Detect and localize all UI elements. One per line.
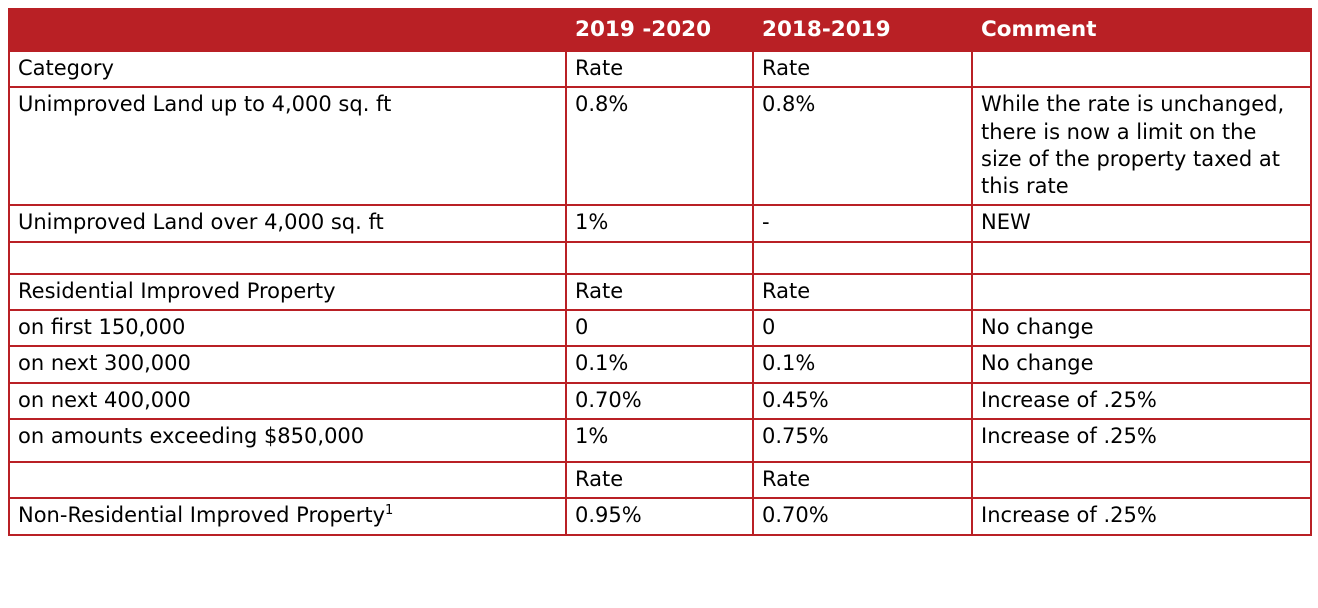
- table-row-rate-header: [9, 462, 1311, 498]
- cell-comment: Increase of .25%: [972, 419, 1311, 462]
- cell-rate-2018: Rate: [753, 274, 972, 310]
- cell-category: Unimproved Land over 4,000 sq. ft: [9, 205, 566, 241]
- cell-comment: NEW: [972, 205, 1311, 241]
- table-row: [9, 383, 1311, 419]
- cell-rate-2019: 0.70%: [566, 383, 753, 419]
- subheader-cell-comment: [972, 51, 1311, 87]
- cell-rate-2018: 0.45%: [753, 383, 972, 419]
- cell-comment: [972, 274, 1311, 310]
- cell-rate-2018: 0.75%: [753, 419, 972, 462]
- cell-rate-2019: 0.1%: [566, 346, 753, 382]
- cell-rate-2018: -: [753, 205, 972, 241]
- footnote-marker: 1: [385, 503, 394, 519]
- table-row: [9, 346, 1311, 382]
- cell-rate-2018: 0.70%: [753, 498, 972, 534]
- cell-category: [9, 498, 566, 534]
- table-row: [9, 87, 1311, 205]
- header-cell-2018-2019: 2018-2019: [753, 9, 972, 51]
- cell-rate-2019: 0.95%: [566, 498, 753, 534]
- table-subheader-row: [9, 51, 1311, 87]
- table-header-row: [9, 9, 1311, 51]
- cell-comment: [972, 462, 1311, 498]
- cell-rate-2018: Rate: [753, 462, 972, 498]
- header-cell-category: [9, 9, 566, 51]
- cell-category: Unimproved Land up to 4,000 sq. ft: [9, 87, 566, 205]
- header-cell-comment: Comment: [972, 9, 1311, 51]
- cell-rate-2019: 1%: [566, 419, 753, 462]
- table-row-section-header: [9, 274, 1311, 310]
- cell-category: on amounts exceeding $850,000: [9, 419, 566, 462]
- cell-comment: No change: [972, 310, 1311, 346]
- cell-rate-2018: 0: [753, 310, 972, 346]
- cell-comment-text: While the rate is unchanged, there is now a limit on the size of the property taxed at this rate: [981, 92, 1285, 199]
- cell-category-text: Non-Residential Improved Property: [18, 503, 386, 528]
- cell-rate-2019: Rate: [566, 462, 753, 498]
- table-row: [9, 205, 1311, 241]
- cell-category: Residential Improved Property: [9, 274, 566, 310]
- cell-rate-2018: 0.8%: [753, 87, 972, 205]
- cell-rate-2019: [566, 242, 753, 274]
- cell-rate-2018: 0.1%: [753, 346, 972, 382]
- subheader-cell-rate-2019: Rate: [566, 51, 753, 87]
- cell-rate-2018: [753, 242, 972, 274]
- cell-rate-2019: 0.8%: [566, 87, 753, 205]
- subheader-cell-rate-2018: Rate: [753, 51, 972, 87]
- cell-category: on first 150,000: [9, 310, 566, 346]
- cell-category: [9, 462, 566, 498]
- cell-category: on next 400,000: [9, 383, 566, 419]
- subheader-cell-category: Category: [9, 51, 566, 87]
- table-row: [9, 310, 1311, 346]
- cell-category: on next 300,000: [9, 346, 566, 382]
- cell-rate-2019: Rate: [566, 274, 753, 310]
- cell-comment: [972, 87, 1311, 205]
- cell-comment: [972, 242, 1311, 274]
- table-row-spacer: [9, 242, 1311, 274]
- header-cell-2019-2020: 2019 -2020: [566, 9, 753, 51]
- cell-comment: Increase of .25%: [972, 498, 1311, 534]
- property-tax-rates-table: [8, 8, 1312, 536]
- cell-category: [9, 242, 566, 274]
- cell-rate-2019: 1%: [566, 205, 753, 241]
- cell-rate-2019: 0: [566, 310, 753, 346]
- cell-comment: Increase of .25%: [972, 383, 1311, 419]
- cell-comment: No change: [972, 346, 1311, 382]
- table-row: [9, 419, 1311, 462]
- table-row: [9, 498, 1311, 534]
